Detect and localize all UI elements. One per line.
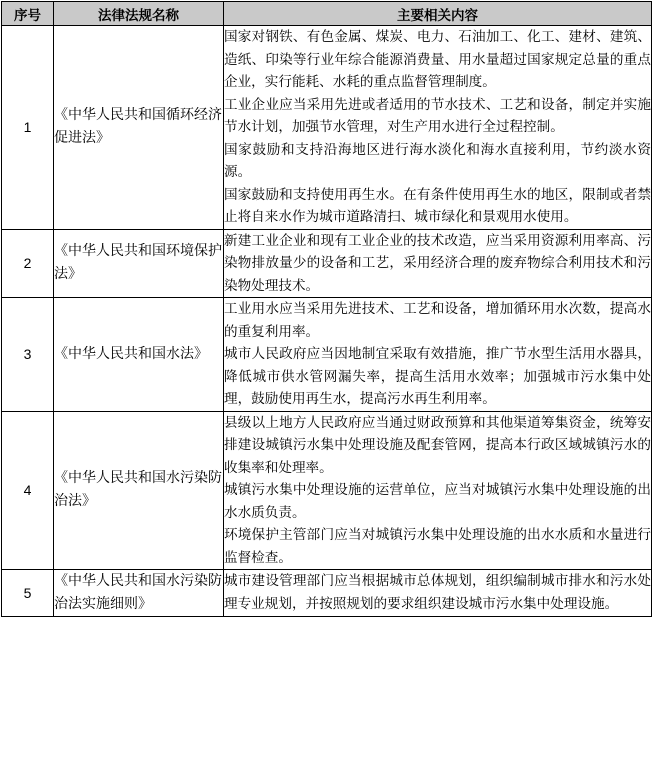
header-content: 主要相关内容 [224,2,652,26]
law-name: 《中华人民共和国环境保护法》 [54,229,224,298]
row-number: 3 [2,298,54,412]
law-name: 《中华人民共和国循环经济促进法》 [54,26,224,230]
content-cell [224,411,652,570]
content-paragraph: 城市人民政府应当因地制宜采取有效措施，推广节水型生活用水器具，降低城市供水管网漏失率，提高生活用水效率；加强城市污水集中处理，鼓励使用再生水，提高污水再生利用率。 [224,346,651,407]
table-body [2,26,652,617]
content-paragraph: 环境保护主管部门应当对城镇污水集中处理设施的出水水质和水量进行监督检查。 [224,527,651,566]
regulations-table [1,1,652,617]
law-name: 《中华人民共和国水污染防治法实施细则》 [54,570,224,617]
content-cell [224,570,652,617]
content-paragraph: 工业企业应当采用先进或者适用的节水技术、工艺和设备，制定并实施节水计划，加强节水管理，对生产用水进行全过程控制。 [224,96,651,135]
table-row [2,26,652,230]
header-law: 法律法规名称 [54,2,224,26]
content-paragraph: 国家鼓励和支持使用再生水。在有条件使用再生水的地区，限制或者禁止将自来水作为城市道路清扫、城市绿化和景观用水使用。 [224,186,651,225]
content-paragraph: 城镇污水集中处理设施的运营单位，应当对城镇污水集中处理设施的出水水质负责。 [224,482,651,521]
row-number: 2 [2,229,54,298]
content-cell [224,26,652,230]
table-row [2,411,652,570]
content-paragraph: 县级以上地方人民政府应当通过财政预算和其他渠道筹集资金，统筹安排建设城镇污水集中处理设施及配套管网，提高本行政区域城镇污水的收集率和处理率。 [224,414,651,476]
content-paragraph: 工业用水应当采用先进技术、工艺和设备，增加循环用水次数，提高水的重复利用率。 [224,301,651,340]
row-number: 5 [2,570,54,617]
row-number: 4 [2,411,54,570]
law-name: 《中华人民共和国水污染防治法》 [54,411,224,570]
content-cell [224,298,652,412]
content-cell [224,229,652,298]
content-paragraph: 城市建设管理部门应当根据城市总体规划，组织编制城市排水和污水处理专业规划，并按照规划的要求组织建设城市污水集中处理设施。 [224,573,651,612]
table-header-row [2,2,652,26]
content-paragraph: 国家鼓励和支持沿海地区进行海水淡化和海水直接利用，节约淡水资源。 [224,141,651,180]
content-paragraph: 国家对钢铁、有色金属、煤炭、电力、石油加工、化工、建材、建筑、造纸、印染等行业年综合能源消费量、用水量超过国家规定总量的重点企业，实行能耗、水耗的重点监督管理制度。 [224,29,651,90]
table-row [2,229,652,298]
header-num: 序号 [2,2,54,26]
table-row [2,570,652,617]
content-paragraph: 新建工业企业和现有工业企业的技术改造，应当采用资源利用率高、污染物排放量少的设备和工艺，采用经济合理的废弃物综合利用技术和污染物处理技术。 [224,232,651,294]
row-number: 1 [2,26,54,230]
table-row [2,298,652,412]
law-name: 《中华人民共和国水法》 [54,298,224,412]
